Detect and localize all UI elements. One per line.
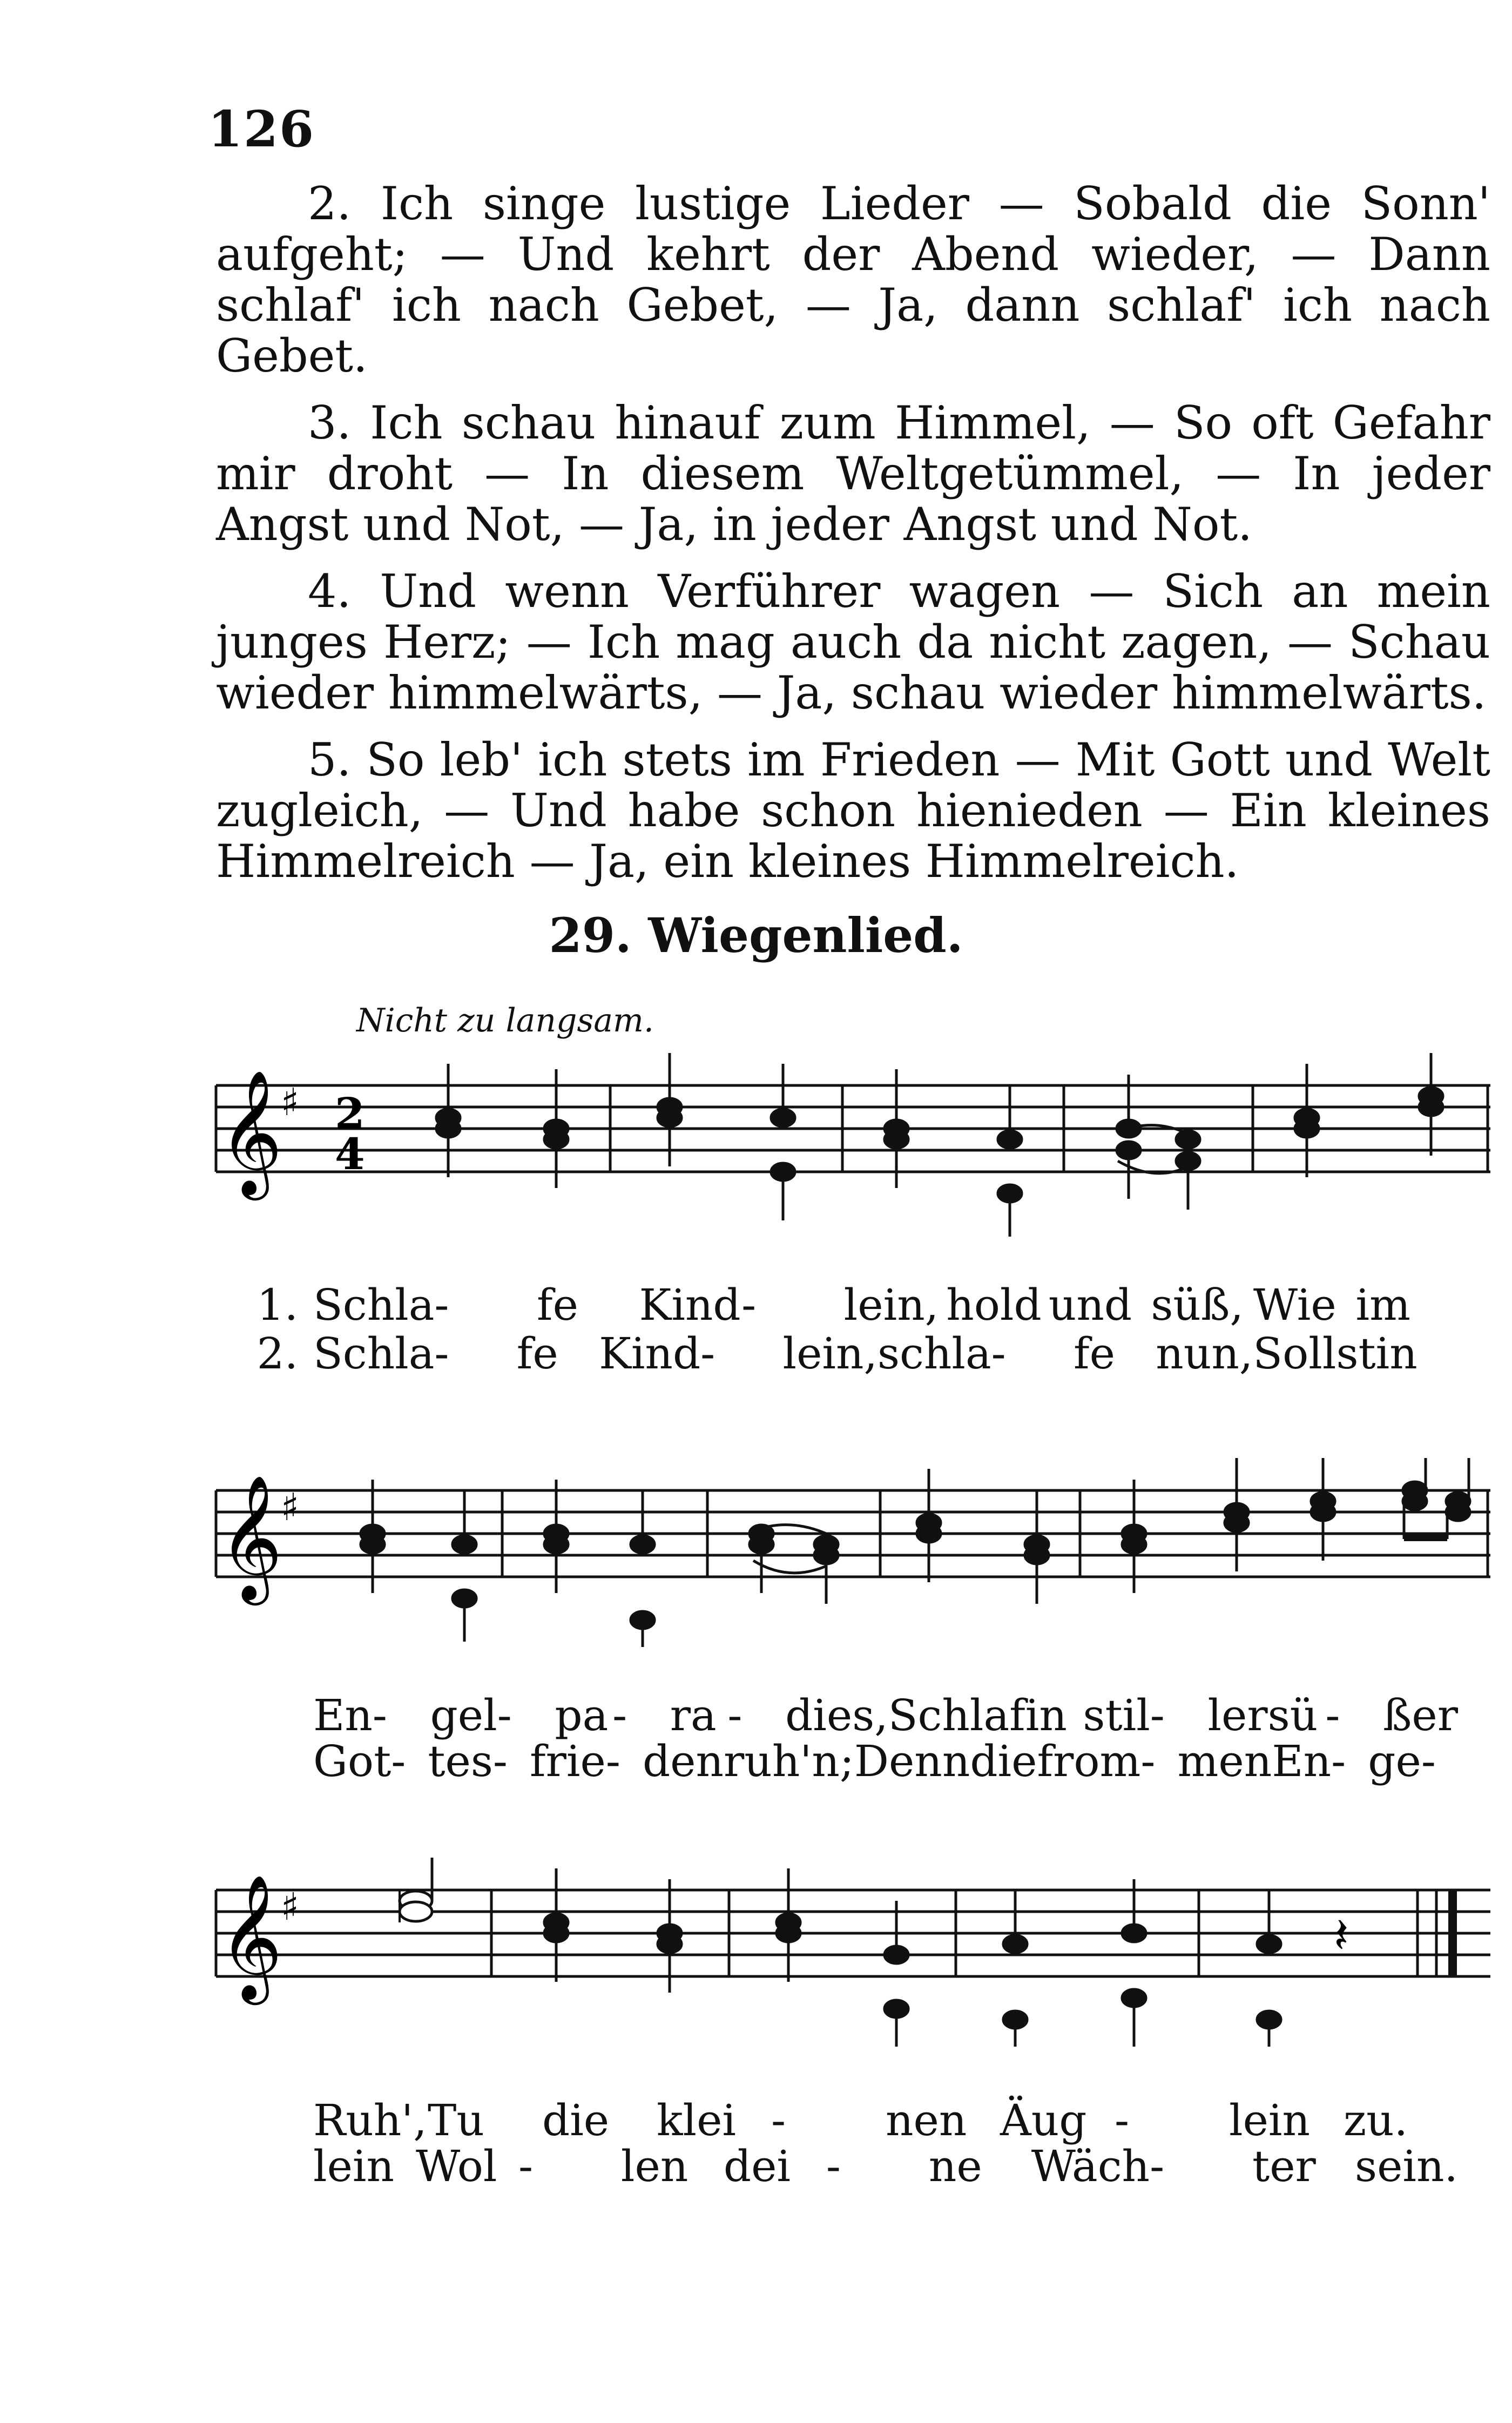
lyric-syllable: gel bbox=[430, 1690, 497, 1740]
lyric-syllable: in bbox=[1025, 1690, 1067, 1740]
lyric-syllable: Wie bbox=[1253, 1280, 1336, 1330]
key-signature-sharp: ♯ bbox=[281, 1080, 299, 1124]
lyric-syllable: Wol bbox=[415, 2141, 497, 2191]
lyric-syllable: - bbox=[771, 2095, 786, 2145]
lyric-syllable: - bbox=[1331, 1736, 1346, 1786]
lyrics-system-2-verse-1 bbox=[313, 1690, 1458, 1740]
verse-2: 2. Ich singe lustige Lieder — Sobald die Sonn' aufgeht; — Und kehrt der Abend wieder, — Dann schlaf' ich nach Gebet, — Ja, dann schlaf' ich nach Gebet. bbox=[216, 177, 1490, 382]
lyric-syllable: - bbox=[1150, 2141, 1165, 2191]
notes bbox=[400, 1858, 1281, 2047]
page-number: 126 bbox=[208, 100, 315, 158]
lyric-syllable: die bbox=[970, 1736, 1037, 1786]
lyric-syllable: und bbox=[1048, 1280, 1132, 1330]
lyric-syllable: nun, bbox=[1156, 1328, 1253, 1379]
lyric-syllable: len bbox=[620, 2141, 688, 2191]
lyric-syllable: - bbox=[1325, 1690, 1340, 1740]
verse-4: 4. Und wenn Verführer wagen — Sich an mein junges Herz; — Ich mag auch da nicht zagen, — Schau wieder himmelwärts, — Ja, schau wieder himmelwärts. bbox=[216, 565, 1490, 719]
time-signature-top: 2 bbox=[335, 1088, 365, 1139]
lyric-syllable: süß, bbox=[1151, 1280, 1244, 1330]
lyric-syllable: Sollst bbox=[1253, 1328, 1376, 1379]
lyric-syllable: fe bbox=[1073, 1328, 1115, 1379]
song-title: 29. Wiegenlied. bbox=[549, 907, 963, 963]
lyric-syllable: ruh'n; bbox=[724, 1736, 854, 1786]
lyric-syllable: - bbox=[605, 1736, 620, 1786]
lyric-syllable: Denn bbox=[854, 1736, 970, 1786]
lyric-syllable: im bbox=[1355, 1280, 1410, 1330]
lyric-syllable: Wäch bbox=[1031, 2141, 1150, 2191]
lyric-syllable: En bbox=[1272, 1736, 1332, 1786]
lyric-syllable: - bbox=[391, 1736, 406, 1786]
lyrics-system-2-verse-2 bbox=[313, 1736, 1458, 1786]
lyric-syllable: ßer bbox=[1382, 1690, 1459, 1740]
lyric-syllable: Schlaf bbox=[888, 1690, 1025, 1740]
lyric-syllable: - bbox=[612, 1690, 627, 1740]
lyric-syllable: - bbox=[1115, 2095, 1130, 2145]
lyric-syllable: lein bbox=[313, 2141, 395, 2191]
lyric-syllable: - bbox=[497, 1690, 512, 1740]
lyric-syllable: Ruh', bbox=[313, 2095, 427, 2145]
music-staff-1 bbox=[0, 1053, 1512, 1247]
lyrics-system-1-verse-2 bbox=[256, 1328, 1458, 1379]
lyric-syllable: from bbox=[1037, 1736, 1141, 1786]
lyric-syllable: frie bbox=[530, 1736, 606, 1786]
lyric-syllable: schla bbox=[877, 1328, 991, 1379]
lyrics-system-1-verse-1 bbox=[256, 1280, 1458, 1330]
lyric-syllable: - bbox=[991, 1328, 1006, 1379]
tempo-marking: Nicht zu langsam. bbox=[356, 1002, 654, 1040]
lyric-syllable: - bbox=[1421, 1736, 1436, 1786]
lyric-syllable: - bbox=[826, 2141, 841, 2191]
lyric-syllable: ter bbox=[1252, 2141, 1316, 2191]
verse-5: 5. So leb' ich stets im Frieden — Mit Gott und Welt zugleich, — Und habe schon hienieden — Ein kleines Himmelreich — Ja, ein kleines Himmelreich. bbox=[216, 733, 1490, 888]
lyric-syllable: sü bbox=[1267, 1690, 1318, 1740]
lyric-syllable: Schla bbox=[313, 1328, 435, 1379]
lyric-syllable: lein, bbox=[843, 1280, 939, 1330]
lyric-syllable: - bbox=[492, 1736, 508, 1786]
lyric-syllable: in bbox=[1375, 1328, 1418, 1379]
lyric-syllable: hold bbox=[946, 1280, 1042, 1330]
lyric-syllable: dei bbox=[723, 2141, 791, 2191]
lyric-syllable: ra bbox=[670, 1690, 717, 1740]
lyric-syllable: - bbox=[434, 1328, 449, 1379]
lyrics-system-3-verse-1 bbox=[313, 2095, 1458, 2145]
verse-number: 2. bbox=[256, 1328, 298, 1379]
key-signature-sharp: ♯ bbox=[281, 1885, 299, 1929]
verse-3: 3. Ich schau hinauf zum Himmel, — So oft Gefahr mir droht — In diesem Weltgetümmel, — In jeder Angst und Not, — Ja, in jeder Angst und Not. bbox=[216, 396, 1490, 551]
lyric-syllable: - bbox=[434, 1280, 449, 1330]
lyric-syllable: tes bbox=[428, 1736, 493, 1786]
lyric-syllable: zu. bbox=[1344, 2095, 1408, 2145]
lyric-syllable: pa bbox=[555, 1690, 609, 1740]
lyric-syllable: - bbox=[727, 1690, 742, 1740]
lyric-syllable: ler bbox=[1207, 1690, 1268, 1740]
key-signature-sharp: ♯ bbox=[281, 1485, 299, 1529]
lyric-syllable: En bbox=[313, 1690, 373, 1740]
lyric-syllable: men bbox=[1177, 1736, 1272, 1786]
lyric-syllable: Got bbox=[313, 1736, 392, 1786]
lyric-syllable: Tu bbox=[428, 2095, 484, 2145]
treble-clef-icon: 𝄞 bbox=[219, 1874, 283, 2000]
lyric-syllable: Kind bbox=[599, 1328, 701, 1379]
lyric-syllable: Schla bbox=[313, 1280, 435, 1330]
lyric-syllable: dies, bbox=[785, 1690, 888, 1740]
music-staff-3 bbox=[0, 1858, 1512, 2052]
lyric-syllable: stil bbox=[1083, 1690, 1150, 1740]
lyric-syllable: Äug bbox=[1000, 2095, 1087, 2145]
music-staff-2 bbox=[0, 1458, 1512, 1652]
lyric-syllable: nen bbox=[886, 2095, 967, 2145]
lyric-syllable: lein bbox=[1229, 2095, 1311, 2145]
lyric-syllable: - bbox=[372, 1690, 387, 1740]
notes bbox=[361, 1458, 1470, 1647]
lyric-syllable: - bbox=[700, 1328, 716, 1379]
lyric-syllable: - bbox=[741, 1280, 757, 1330]
lyric-syllable: den bbox=[642, 1736, 724, 1786]
lyric-syllable: - bbox=[518, 2141, 533, 2191]
lyric-syllable: ne bbox=[928, 2141, 982, 2191]
quarter-rest-icon: 𝄽 bbox=[1334, 1907, 1349, 1964]
lyric-syllable: sein. bbox=[1355, 2141, 1458, 2191]
lyric-syllable: - bbox=[1140, 1736, 1156, 1786]
lyric-syllable: fe bbox=[516, 1328, 558, 1379]
treble-clef-icon: 𝄞 bbox=[219, 1474, 283, 1600]
lyric-syllable: ge bbox=[1368, 1736, 1421, 1786]
verse-text bbox=[216, 178, 1490, 903]
lyric-syllable: fe bbox=[536, 1280, 578, 1330]
lyrics-system-3-verse-2 bbox=[313, 2141, 1458, 2191]
verse-number: 1. bbox=[256, 1280, 298, 1330]
lyric-syllable: lein, bbox=[782, 1328, 878, 1379]
notes bbox=[436, 1053, 1443, 1237]
lyric-syllable: klei bbox=[657, 2095, 736, 2145]
lyric-syllable: die bbox=[542, 2095, 610, 2145]
lyric-syllable: Kind bbox=[639, 1280, 741, 1330]
treble-clef-icon: 𝄞 bbox=[219, 1069, 283, 1195]
time-signature-bottom: 4 bbox=[335, 1129, 365, 1179]
lyric-syllable: - bbox=[1150, 1690, 1165, 1740]
